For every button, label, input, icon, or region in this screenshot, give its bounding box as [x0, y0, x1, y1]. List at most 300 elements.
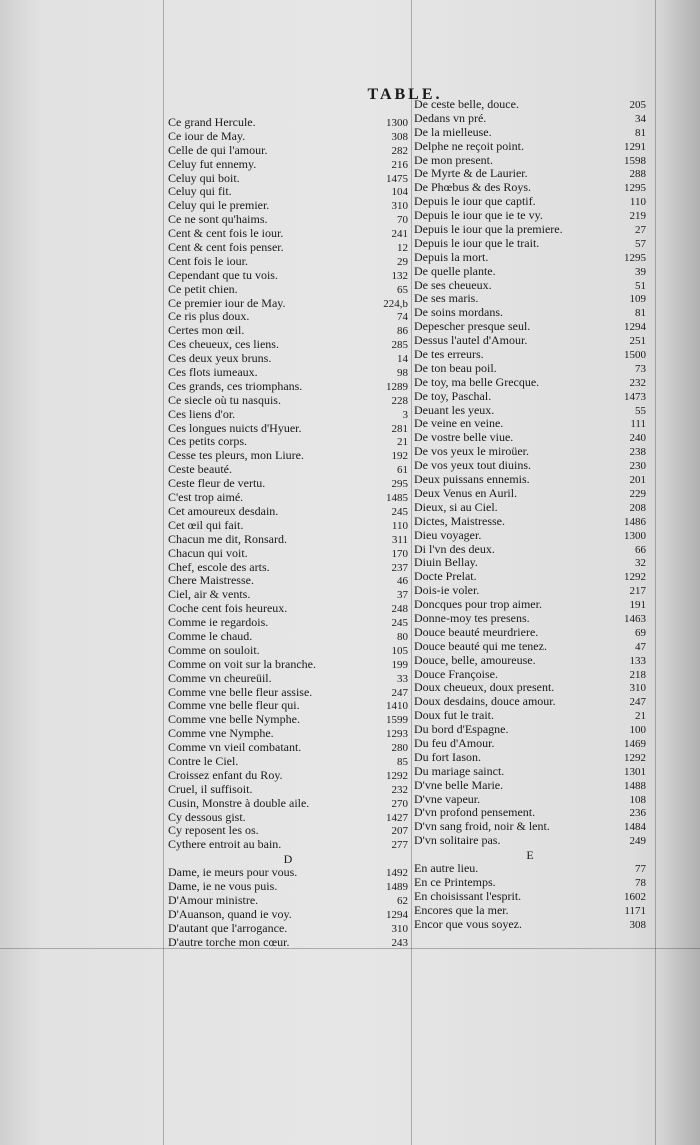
index-entry: [414, 279, 646, 293]
index-entry: [414, 167, 646, 181]
index-entry: [168, 366, 408, 380]
margin-rule: [655, 0, 656, 1145]
index-entry: [414, 695, 646, 709]
entry-text: Donne-moy tes presens.: [414, 611, 530, 625]
entry-page-number: 21: [397, 436, 408, 449]
entry-text: En ce Printemps.: [414, 875, 496, 889]
index-entry: [168, 686, 408, 700]
index-entry: [414, 556, 646, 570]
index-entry: [414, 626, 646, 640]
entry-page-number: 236: [629, 807, 646, 820]
entry-page-number: 98: [397, 367, 408, 380]
index-entry: [414, 112, 646, 126]
index-entry: [414, 598, 646, 612]
entry-page-number: 1486: [624, 515, 646, 528]
entry-text: Du fort Iason.: [414, 750, 481, 764]
index-entry: [414, 98, 646, 112]
entry-text: Douce, belle, amoureuse.: [414, 653, 536, 667]
index-entry: [168, 699, 408, 713]
entry-page-number: 1292: [386, 769, 408, 782]
entry-page-number: 205: [629, 99, 646, 111]
index-entry: [414, 209, 646, 223]
index-entry: [414, 612, 646, 626]
index-entry: [414, 779, 646, 793]
entry-page-number: 207: [391, 825, 408, 838]
index-entry: [168, 588, 408, 602]
index-entry: [414, 834, 646, 848]
index-entry: [168, 172, 408, 186]
index-entry: [168, 394, 408, 408]
entry-text: D'autant que l'arrogance.: [168, 921, 288, 935]
entry-text: De Myrte & de Laurier.: [414, 167, 528, 181]
entry-page-number: 104: [391, 186, 408, 199]
entry-page-number: 311: [391, 533, 408, 546]
entry-text: D'vn profond pensement.: [414, 806, 536, 820]
entry-text: D'autre torche mon cœur.: [168, 935, 290, 949]
entry-text: Encores que la mer.: [414, 903, 509, 917]
index-entry: [414, 126, 646, 140]
entry-page-number: 29: [397, 255, 408, 268]
entry-text: Ce grand Hercule.: [168, 116, 256, 129]
entry-page-number: 65: [397, 283, 408, 296]
entry-text: De ton beau poil.: [414, 361, 497, 375]
column-rule: [411, 0, 412, 1145]
entry-text: Du bord d'Espagne.: [414, 723, 509, 737]
entry-page-number: 251: [629, 335, 646, 348]
entry-page-number: 33: [397, 672, 408, 685]
entry-text: Cet amoureux desdain.: [168, 504, 279, 518]
entry-page-number: 1492: [386, 867, 408, 880]
entry-page-number: 1473: [624, 390, 646, 403]
margin-rule: [163, 0, 164, 1145]
index-entry: [414, 890, 646, 904]
index-entry: [168, 408, 408, 422]
entry-text: Cy reposent les os.: [168, 824, 259, 838]
entry-page-number: 55: [635, 404, 646, 417]
entry-page-number: 217: [629, 585, 646, 598]
index-entry: [414, 376, 646, 390]
index-entry: [414, 140, 646, 154]
entry-page-number: 61: [397, 464, 408, 477]
entry-text: De la mielleuse.: [414, 125, 492, 139]
index-entry: [414, 445, 646, 459]
entry-page-number: 32: [635, 557, 646, 570]
index-entry: [414, 334, 646, 348]
entry-text: Di l'vn des deux.: [414, 542, 495, 556]
entry-page-number: 288: [629, 168, 646, 181]
index-entry: [414, 681, 646, 695]
entry-text: Dieu voyager.: [414, 528, 482, 542]
index-entry: [168, 158, 408, 172]
entry-page-number: 1598: [624, 154, 646, 167]
entry-page-number: 70: [397, 214, 408, 227]
entry-text: Dois-ie voler.: [414, 584, 480, 598]
entry-page-number: 247: [629, 696, 646, 709]
entry-page-number: 57: [635, 237, 646, 250]
entry-page-number: 133: [629, 654, 646, 667]
entry-page-number: 310: [391, 200, 408, 213]
index-entry: [168, 227, 408, 241]
index-entry: [414, 737, 646, 751]
index-entry: [168, 463, 408, 477]
entry-text: De vostre belle viue.: [414, 431, 514, 445]
entry-page-number: 237: [391, 561, 408, 574]
index-entry: [168, 727, 408, 741]
index-entry: [168, 922, 408, 936]
index-entry: [168, 338, 408, 352]
entry-page-number: 1292: [624, 571, 646, 584]
entry-text: Comme vn vieil combatant.: [168, 741, 302, 755]
entry-page-number: 1602: [624, 890, 646, 903]
entry-page-number: 81: [635, 307, 646, 320]
entry-text: De veine en veine.: [414, 417, 504, 431]
entry-text: Comme ie regardois.: [168, 616, 269, 630]
entry-text: Cythere entroit au bain.: [168, 838, 282, 852]
index-entry: [414, 640, 646, 654]
entry-page-number: 1488: [624, 779, 646, 792]
entry-page-number: 245: [391, 617, 408, 630]
entry-text: Depuis la mort.: [414, 250, 489, 264]
index-entry: [414, 515, 646, 529]
index-entry: [168, 324, 408, 338]
entry-page-number: 3: [402, 408, 408, 421]
entry-page-number: 281: [391, 422, 408, 435]
entry-text: Celuy qui boit.: [168, 171, 240, 185]
entry-page-number: 240: [629, 432, 646, 445]
entry-text: Comme on souloit.: [168, 643, 260, 657]
entry-text: Cent fois le iour.: [168, 254, 248, 268]
index-entry: [414, 723, 646, 737]
entry-text: Dame, ie ne vous puis.: [168, 880, 278, 894]
index-entry: [414, 793, 646, 807]
entry-page-number: 47: [635, 640, 646, 653]
index-entry: [168, 297, 408, 311]
index-entry: [414, 501, 646, 515]
index-entry: [168, 783, 408, 797]
entry-page-number: 201: [629, 474, 646, 487]
entry-text: Cusin, Monstre à double aile.: [168, 796, 310, 810]
entry-page-number: 170: [391, 547, 408, 560]
entry-page-number: 110: [629, 196, 646, 209]
entry-page-number: 37: [397, 589, 408, 602]
entry-page-number: 109: [629, 293, 646, 306]
entry-text: Contre le Ciel.: [168, 754, 239, 768]
entry-page-number: 1300: [624, 529, 646, 542]
entry-page-number: 14: [397, 353, 408, 366]
entry-text: Cependant que tu vois.: [168, 268, 278, 282]
entry-text: Celle de qui l'amour.: [168, 143, 268, 157]
entry-page-number: 199: [391, 658, 408, 671]
entry-page-number: 241: [391, 228, 408, 241]
entry-page-number: 270: [391, 797, 408, 810]
index-entry: [414, 765, 646, 779]
entry-page-number: 1171: [624, 904, 646, 917]
index-entry: [414, 820, 646, 834]
entry-text: Ces deux yeux bruns.: [168, 352, 272, 366]
section-letter: E: [526, 848, 534, 863]
entry-page-number: 1599: [386, 714, 408, 727]
page-edge-shadow: [660, 0, 700, 1145]
entry-page-number: 308: [391, 130, 408, 143]
entry-page-number: 249: [629, 835, 646, 848]
index-entry: [414, 417, 646, 431]
index-entry: [168, 449, 408, 463]
entry-page-number: 1295: [624, 182, 646, 195]
entry-text: De Phœbus & des Roys.: [414, 181, 532, 195]
entry-text: Coche cent fois heureux.: [168, 602, 288, 616]
index-entry: [168, 477, 408, 491]
index-entry: [168, 352, 408, 366]
entry-text: Douce beauté meurdriere.: [414, 625, 539, 639]
index-entry: [414, 862, 646, 876]
entry-page-number: 39: [635, 265, 646, 278]
index-entry: [414, 654, 646, 668]
entry-page-number: 105: [391, 644, 408, 657]
index-entry: [414, 265, 646, 279]
entry-text: Celuy qui le premier.: [168, 199, 270, 213]
entry-text: Ceste fleur de vertu.: [168, 477, 266, 491]
entry-text: De vos yeux le miroüer.: [414, 445, 529, 459]
index-entry: [414, 292, 646, 306]
index-entry: [414, 487, 646, 501]
entry-text: Chef, escole des arts.: [168, 560, 270, 574]
entry-text: Comme le chaud.: [168, 629, 253, 643]
index-entry: [168, 630, 408, 644]
entry-text: Dessus l'autel d'Amour.: [414, 334, 528, 348]
entry-page-number: 1301: [624, 765, 646, 778]
entry-page-number: 1300: [386, 117, 408, 129]
entry-page-number: 1294: [624, 321, 646, 334]
entry-text: Deux puissans ennemis.: [414, 473, 530, 487]
entry-text: C'est trop aimé.: [168, 491, 244, 505]
index-entry: [168, 130, 408, 144]
entry-text: D'Auanson, quand ie voy.: [168, 907, 292, 921]
entry-text: Deux Venus en Auril.: [414, 486, 518, 500]
entry-text: Celuy qui fit.: [168, 185, 232, 199]
entry-page-number: 238: [629, 446, 646, 459]
entry-page-number: 295: [391, 478, 408, 491]
entry-text: D'vne belle Marie.: [414, 778, 504, 792]
index-entry: [168, 144, 408, 158]
entry-page-number: 310: [391, 922, 408, 935]
entry-text: De vos yeux tout diuins.: [414, 459, 531, 473]
entry-page-number: 132: [391, 269, 408, 282]
index-entry: [168, 769, 408, 783]
entry-text: Delphe ne reçoit point.: [414, 139, 524, 153]
entry-page-number: 78: [635, 876, 646, 889]
entry-text: D'vn solitaire pas.: [414, 834, 501, 848]
index-entry: [168, 616, 408, 630]
index-entry: [168, 491, 408, 505]
entry-text: D'vn sang froid, noir & lent.: [414, 820, 550, 834]
index-entry: [168, 422, 408, 436]
entry-page-number: 1292: [624, 751, 646, 764]
entry-page-number: 80: [397, 630, 408, 643]
index-entry: [414, 431, 646, 445]
index-entry: [414, 306, 646, 320]
entry-text: Comme vn cheureüil.: [168, 671, 272, 685]
entry-page-number: 1484: [624, 821, 646, 834]
entry-text: Diuin Bellay.: [414, 556, 478, 570]
entry-text: Ce ris plus doux.: [168, 310, 250, 324]
entry-text: De tes erreurs.: [414, 348, 484, 362]
entry-page-number: 308: [629, 918, 646, 931]
entry-page-number: 77: [635, 863, 646, 876]
entry-text: Doncques pour trop aimer.: [414, 598, 542, 612]
entry-page-number: 243: [391, 936, 408, 949]
entry-page-number: 108: [629, 793, 646, 806]
index-entry: [414, 404, 646, 418]
entry-text: Depuis le iour que le trait.: [414, 236, 540, 250]
entry-text: De soins mordans.: [414, 306, 503, 320]
entry-page-number: 1294: [386, 908, 408, 921]
entry-text: Doux desdains, douce amour.: [414, 695, 556, 709]
index-entry: [414, 320, 646, 334]
entry-text: Encor que vous soyez.: [414, 917, 522, 931]
entry-text: D'vne vapeur.: [414, 792, 481, 806]
index-entry: [414, 390, 646, 404]
entry-page-number: 192: [391, 450, 408, 463]
index-entry: [168, 658, 408, 672]
index-entry: [168, 894, 408, 908]
entry-text: Cet œil qui fait.: [168, 518, 244, 532]
entry-page-number: 81: [635, 126, 646, 139]
entry-page-number: 1289: [386, 380, 408, 393]
entry-page-number: 310: [629, 682, 646, 695]
index-entry: [168, 574, 408, 588]
entry-page-number: 66: [635, 543, 646, 556]
entry-text: Comme vne belle Nymphe.: [168, 713, 300, 727]
index-entry: [168, 213, 408, 227]
entry-text: Depuis le iour que ie te vy.: [414, 209, 543, 223]
entry-page-number: 248: [391, 603, 408, 616]
entry-page-number: 110: [391, 519, 408, 532]
index-entry: [414, 570, 646, 584]
index-entry: [168, 283, 408, 297]
entry-text: De toy, Paschal.: [414, 389, 492, 403]
entry-text: Comme vne Nymphe.: [168, 727, 274, 741]
index-entry: [414, 195, 646, 209]
index-entry: [168, 116, 408, 130]
entry-text: Ces longues nuicts d'Hyuer.: [168, 421, 302, 435]
index-entry: [414, 154, 646, 168]
entry-text: Comme vne belle fleur qui.: [168, 699, 300, 713]
entry-text: Ce ne sont qu'haims.: [168, 213, 268, 227]
index-entry: [414, 668, 646, 682]
entry-page-number: 1463: [624, 612, 646, 625]
entry-page-number: 216: [391, 158, 408, 171]
entry-text: En choisissant l'esprit.: [414, 889, 522, 903]
entry-text: Depuis le iour que la premiere.: [414, 223, 563, 237]
index-entry: [168, 185, 408, 199]
entry-page-number: 100: [629, 724, 646, 737]
entry-page-number: 228: [391, 394, 408, 407]
entry-text: Cent & cent fois le iour.: [168, 227, 284, 241]
index-entry: [168, 533, 408, 547]
index-entry: [168, 824, 408, 838]
entry-page-number: 1291: [624, 140, 646, 153]
entry-text: Chere Maistresse.: [168, 574, 254, 588]
entry-text: Doux fut le trait.: [414, 709, 494, 723]
entry-text: Ces cheueux, ces liens.: [168, 338, 279, 352]
entry-text: Comme vne belle fleur assise.: [168, 685, 313, 699]
entry-text: Cruel, il suffisoit.: [168, 782, 253, 796]
index-entry: [168, 797, 408, 811]
entry-text: Cy dessous gist.: [168, 810, 246, 824]
entry-page-number: 27: [635, 224, 646, 237]
index-entry: [168, 838, 408, 852]
page-title: TABLE.: [367, 86, 443, 103]
index-entry: [168, 908, 408, 922]
index-column-left: [168, 116, 408, 950]
entry-text: De ses maris.: [414, 292, 479, 306]
index-entry: [414, 904, 646, 918]
index-entry: [414, 181, 646, 195]
entry-text: Du mariage sainct.: [414, 764, 505, 778]
entry-page-number: 285: [391, 339, 408, 352]
entry-text: Dame, ie meurs pour vous.: [168, 866, 298, 880]
entry-text: Ciel, air & vents.: [168, 588, 251, 602]
entry-page-number: 46: [397, 575, 408, 588]
entry-text: De ceste belle, douce.: [414, 98, 519, 111]
entry-page-number: 51: [635, 279, 646, 292]
entry-page-number: 1410: [386, 700, 408, 713]
index-entry: [168, 866, 408, 880]
entry-text: Dictes, Maistresse.: [414, 514, 505, 528]
entry-page-number: 191: [629, 599, 646, 612]
index-entry: [168, 380, 408, 394]
entry-page-number: 1475: [386, 172, 408, 185]
index-entry: [414, 348, 646, 362]
index-entry: [168, 741, 408, 755]
entry-text: Du feu d'Amour.: [414, 736, 495, 750]
entry-page-number: 282: [391, 144, 408, 157]
entry-page-number: 219: [629, 210, 646, 223]
entry-page-number: 73: [635, 362, 646, 375]
entry-text: Ces petits corps.: [168, 435, 247, 449]
entry-text: Ces flots iumeaux.: [168, 366, 258, 380]
index-entry: [168, 269, 408, 283]
entry-page-number: 277: [391, 839, 408, 852]
entry-page-number: 247: [391, 686, 408, 699]
entry-text: Doux cheueux, doux present.: [414, 681, 555, 695]
index-entry: [414, 251, 646, 265]
entry-text: En autre lieu.: [414, 862, 479, 876]
index-entry: [414, 584, 646, 598]
entry-text: Croissez enfant du Roy.: [168, 768, 283, 782]
index-entry: [414, 918, 646, 932]
index-entry: [168, 241, 408, 255]
index-entry: [168, 936, 408, 950]
entry-text: Cesse tes pleurs, mon Liure.: [168, 449, 304, 463]
index-entry: [414, 529, 646, 543]
index-entry: [168, 713, 408, 727]
entry-text: Certes mon œil.: [168, 324, 245, 338]
entry-text: Dedans vn pré.: [414, 111, 487, 125]
entry-page-number: 229: [629, 487, 646, 500]
entry-page-number: 1295: [624, 251, 646, 264]
entry-text: Celuy fut ennemy.: [168, 157, 257, 171]
index-entry: [414, 237, 646, 251]
index-entry: [414, 459, 646, 473]
entry-text: Ces liens d'or.: [168, 407, 236, 421]
entry-text: Cent & cent fois penser.: [168, 241, 284, 255]
entry-page-number: 1293: [386, 728, 408, 741]
entry-page-number: 1427: [386, 811, 408, 824]
index-entry: [414, 362, 646, 376]
entry-text: Ce petit chien.: [168, 282, 238, 296]
index-entry: [414, 876, 646, 890]
